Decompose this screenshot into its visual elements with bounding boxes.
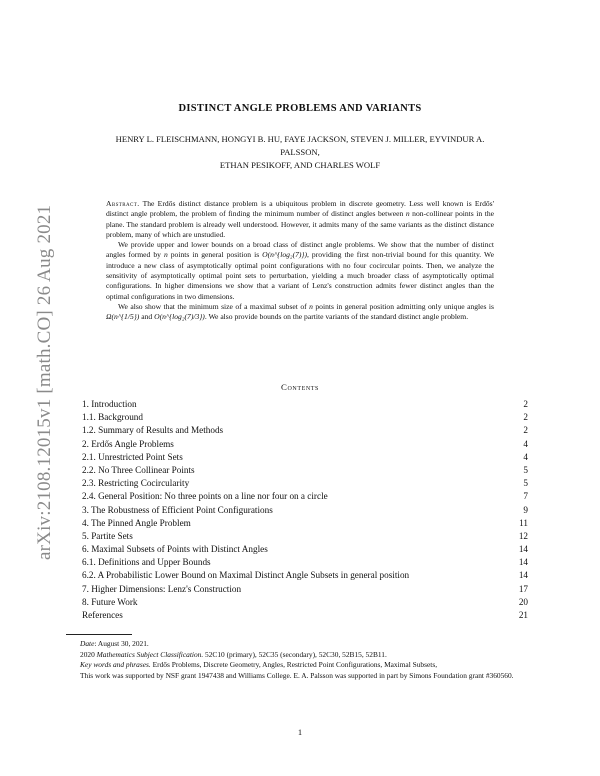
toc-entry-label: 7. Higher Dimensions: Lenz's Construction (82, 583, 242, 594)
toc-entry-label: 2. Erdős Angle Problems (82, 438, 174, 449)
toc-entry-page: 4 (523, 451, 528, 462)
footnote-msc (66, 650, 530, 661)
toc-entry-page: 14 (518, 544, 528, 555)
toc-entry[interactable] (82, 464, 528, 477)
toc-entry-label: 2.3. Restricting Cocircularity (82, 478, 190, 489)
authors-line-2: ETHAN PESIKOFF, AND CHARLES WOLF (219, 160, 381, 170)
toc-entry-page: 12 (518, 530, 528, 541)
toc-entry-page: 20 (518, 596, 528, 607)
toc-entry[interactable] (82, 504, 528, 517)
toc-entry-page: 17 (518, 583, 528, 594)
toc-entry-label: 2.4. General Position: No three points on a line nor four on a circle (82, 491, 328, 502)
footnote-value: 52C10 (primary), 52C35 (secondary), 52C30, 52B15, 52B11. (203, 649, 387, 659)
footnote-rule (66, 634, 132, 635)
toc-entry-page: 4 (523, 438, 528, 449)
toc-entry[interactable] (82, 569, 528, 582)
footnote-value: Erdős Problems, Discrete Geometry, Angles, Restricted Point Configurations, Maximal Subsets, (150, 660, 438, 670)
footnote-label: Date (80, 639, 95, 648)
toc-entry[interactable] (82, 490, 528, 503)
math-expression: O(n^{log₂(7)/3}) (154, 312, 205, 322)
toc-entry[interactable] (82, 517, 528, 530)
footnote-value: 2020 (80, 649, 97, 659)
author-list (95, 133, 505, 172)
abstract-text: We also show that the minimum size of a maximal subset of (118, 301, 310, 311)
toc-entry-page: 7 (523, 491, 528, 502)
toc-entry-page: 14 (518, 557, 528, 568)
toc-entry[interactable] (82, 438, 528, 451)
abstract-heading: Abstract. (106, 199, 140, 208)
toc-entry-label: 3. The Robustness of Efficient Point Configurations (82, 504, 273, 515)
toc-entry-label: 6. Maximal Subsets of Points with Distinct Angles (82, 544, 268, 555)
toc-entry-label: 1. Introduction (82, 399, 137, 409)
abstract-text: and (139, 312, 155, 322)
toc-entry-page: 5 (523, 464, 528, 475)
toc-entry-label: 6.1. Definitions and Upper Bounds (82, 557, 211, 568)
toc-entry-label: References (82, 610, 123, 620)
abstract-paragraph-2 (106, 240, 494, 302)
footnote-label: Mathematics Subject Classification. (96, 649, 204, 659)
toc-entry-label: 6.2. A Probabilistic Lower Bound on Maximal Distinct Angle Subsets in general position (82, 570, 410, 581)
toc-entry-page: 2 (523, 412, 528, 423)
toc-entry-page: 11 (519, 517, 528, 528)
abstract-text: non-collinear points in the plane. The standard problem is already well understood. However, it admits many of the same variants as the distinct distance problem, many of which are unstudied. (106, 209, 495, 239)
abstract-text: points in general position admitting only unique angles is (312, 301, 494, 311)
footnote-date (66, 639, 530, 650)
toc-entry-page: 2 (523, 399, 528, 409)
abstract-paragraph-3 (106, 302, 494, 323)
toc-entry-label: 2.2. No Three Collinear Points (82, 464, 195, 475)
toc-entry-page: 21 (518, 610, 528, 620)
abstract-text: We provide upper and lower bounds on a broad class of distinct angle problems. We show that the number of distinct angles formed by (106, 240, 494, 260)
toc-entry-label: 5. Partite Sets (82, 530, 133, 541)
toc-entry[interactable] (82, 424, 528, 437)
toc-entry[interactable] (82, 543, 528, 556)
authors-line-1: HENRY L. FLEISCHMANN, HONGYI B. HU, FAYE JACKSON, STEVEN J. MILLER, EYVINDUR A. PALSSON, (115, 134, 485, 157)
toc-entry[interactable] (82, 596, 528, 609)
toc-entry[interactable] (82, 451, 528, 464)
toc-entry[interactable] (82, 411, 528, 424)
toc-entry[interactable] (82, 530, 528, 543)
toc-entry-page: 14 (518, 570, 528, 581)
toc-entry-label: 8. Future Work (82, 596, 138, 607)
toc-entry-page: 9 (523, 504, 528, 515)
math-var: n (405, 209, 410, 219)
math-expression: Ω(n^{1/5}) (106, 312, 140, 322)
toc-entry[interactable] (82, 556, 528, 569)
toc-entry[interactable] (82, 609, 528, 622)
footnote-label: Key words and phrases. (80, 660, 151, 670)
abstract (106, 199, 494, 323)
toc-entry-label: 2.1. Unrestricted Point Sets (82, 451, 183, 462)
toc-entry-label: 4. The Pinned Angle Problem (82, 517, 191, 528)
math-var: n (309, 301, 313, 311)
toc-entry-page: 2 (523, 425, 528, 436)
footnote-value: : August 30, 2021. (94, 639, 149, 648)
footnote-keywords (66, 660, 530, 671)
toc-entry-label: 1.2. Summary of Results and Methods (82, 425, 224, 436)
toc-entry[interactable] (82, 477, 528, 490)
abstract-paragraph-1 (106, 199, 494, 240)
toc-entry-label: 1.1. Background (82, 412, 143, 423)
arxiv-stamp: arXiv:2108.12015v1 [math.CO] 26 Aug 2021 (34, 204, 55, 560)
contents-heading: Contents (281, 382, 319, 392)
math-expression: O(n^{log₂(7)}) (262, 250, 307, 260)
table-of-contents (82, 398, 528, 622)
abstract-text: The Erdős distinct distance problem is a ubiquitous problem in discrete geometry. Less well known is Erdős' distinct angle problem, the problem of finding the minimum number of distinct angles between (106, 199, 494, 219)
abstract-text: points in general position is (167, 250, 263, 260)
toc-entry-page: 5 (523, 478, 528, 489)
abstract-text: , providing the first non-trivial bound for this quantity. We introduce a new class of asymptotically optimal point configurations with no four cocircular points. Then, we analyze the sensitivity of asymptotically optimal point sets to perturbation, yielding a much broader class of asymptotically optimal configurations. In higher dimensions we show that a variant of Lenz's construction admits fewer distinct angles than the optimal configurations in two dimensions. (106, 250, 494, 301)
footnotes (66, 639, 530, 681)
toc-entry[interactable] (82, 583, 528, 596)
footnote-support: This work was supported by NSF grant 1947438 and Williams College. E. A. Palsson was supported in part by Simons Foundation grant #360560. (80, 670, 514, 680)
math-var: n (163, 250, 168, 260)
toc-entry[interactable] (82, 398, 528, 411)
page-number: 1 (297, 727, 303, 737)
paper-title: DISTINCT ANGLE PROBLEMS AND VARIANTS (178, 103, 422, 114)
abstract-text: . We also provide bounds on the partite variants of the standard distinct angle problem. (204, 312, 469, 322)
